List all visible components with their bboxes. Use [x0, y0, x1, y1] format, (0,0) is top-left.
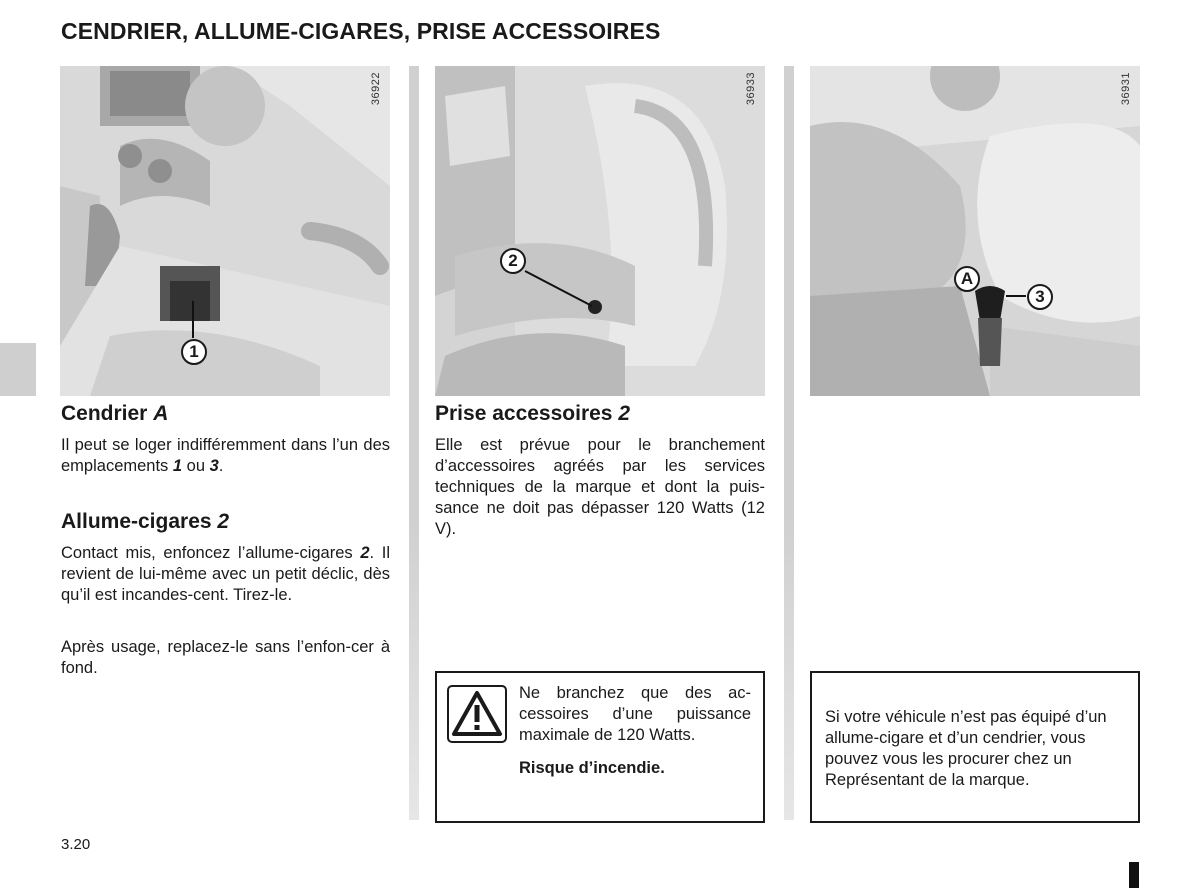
fire-risk-text: Risque d’incendie.: [519, 759, 665, 777]
page-edge-mark: [1129, 862, 1139, 888]
callout-1: 1: [181, 339, 207, 365]
image-reference: 36933: [745, 72, 757, 106]
warning-text: Ne branchez que des ac-cessoires d’une puissance maximale de 120 Watts.: [519, 684, 751, 744]
after-use-paragraph: Après usage, replacez-le sans l’enfon-cer à fond.: [61, 638, 390, 677]
page-number: 3.20: [61, 836, 91, 853]
note-text: Si votre véhicule n’est pas équipé d’un allume-cigare et d’un cendrier, vous pouvez vous les procurer chez un Représentant de la marque.: [825, 708, 1107, 789]
warning-triangle-icon: [447, 685, 507, 743]
warning-box: [435, 671, 765, 823]
accessory-socket-photo: [435, 66, 765, 396]
cigar-lighter-photo: [810, 66, 1140, 396]
ashtray-paragraph: Il peut se loger indifféremment dans l’un des emplacements 1 ou 3.: [61, 436, 390, 475]
image-reference: 36922: [370, 72, 382, 106]
accessory-socket-heading: Prise accessoires 2: [435, 402, 630, 425]
ashtray-photo: [60, 66, 390, 396]
column-divider: [409, 66, 419, 820]
callout-3: 3: [1027, 284, 1053, 310]
page-title: CENDRIER, ALLUME-CIGARES, PRISE ACCESSOIRES: [61, 18, 661, 44]
note-box: [810, 671, 1140, 823]
accessory-socket-paragraph: Elle est prévue pour le branchement d’accessoires agréés par les services techniques de la marque et dont la puis-sance ne doit pas dépasser 120 Watts (12 V).: [435, 436, 765, 538]
callout-a: A: [954, 266, 980, 292]
image-reference: 36931: [1120, 72, 1132, 106]
column-divider: [784, 66, 794, 820]
chapter-tab: [0, 343, 36, 396]
ashtray-heading: Cendrier A: [61, 402, 169, 425]
callout-2: 2: [500, 248, 526, 274]
cigar-lighter-paragraph: Contact mis, enfoncez l’allume-cigares 2. Il revient de lui-même avec un petit déclic, dès qu’il est incandes-cent. Tirez-le.: [61, 544, 390, 604]
cigar-lighter-heading: Allume-cigares 2: [61, 510, 230, 533]
